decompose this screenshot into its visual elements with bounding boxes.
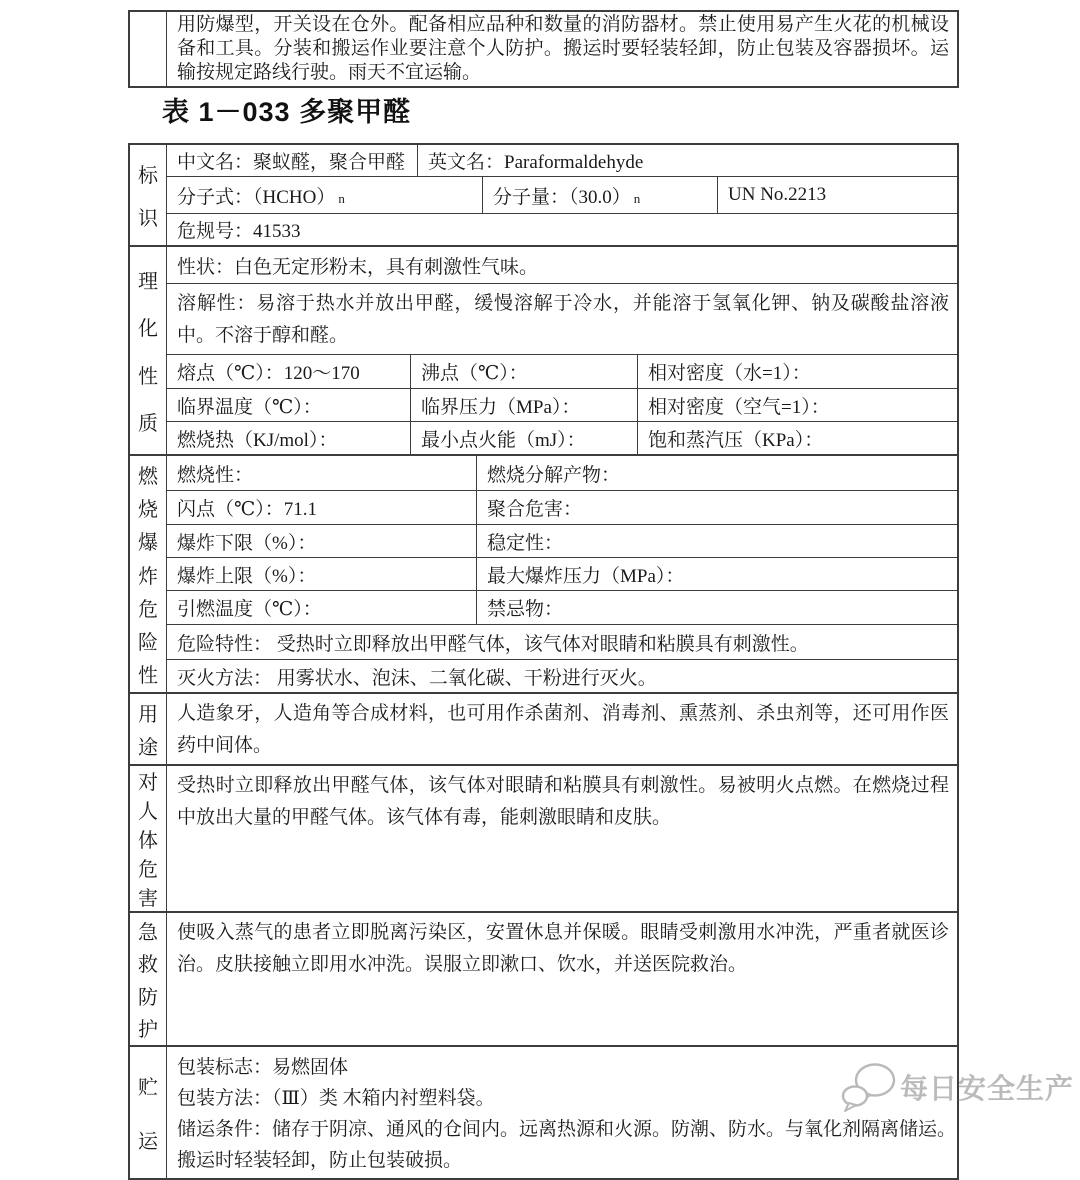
ignition-temperature-cell: 引燃温度（℃）：: [177, 599, 322, 620]
first-aid-text-cell: 使吸入蒸气的患者立即脱离污染区，安置休息并保暖。眼睛受刺激用水冲洗，严重者就医诊治。皮肤接触立即用水冲洗。误服立即漱口、饮水，并送医院救治。: [177, 922, 949, 975]
table-row: [167, 388, 957, 421]
table-row: [167, 659, 957, 692]
section-physical-chemical: [130, 245, 957, 454]
packaging-mark-line: 包装标志：易燃固体: [177, 1057, 349, 1078]
table-row: [167, 283, 957, 354]
molecular-formula-cell: 分子式：（HCHO） n: [167, 177, 482, 213]
table-row: [167, 694, 957, 764]
human-harm-text-cell: 受热时立即释放出甲醛气体，该气体对眼睛和粘膜具有刺激性。易被明火点燃。在燃烧过程中放出大量的甲醛气体。该气体有毒，能刺激眼睛和皮肤。: [177, 775, 949, 828]
section-first-aid: [130, 911, 957, 1045]
table-row: [167, 490, 957, 524]
critical-pressure-cell: 临界压力（MPa）：: [410, 389, 637, 421]
table-row: [167, 456, 957, 490]
section-label-uses: 用 途: [130, 694, 167, 764]
table-row: [167, 213, 957, 245]
table-row: [167, 421, 957, 454]
fragment-empty-label-cell: [130, 12, 167, 86]
section-label-physical-chemical: 理 化 性 质: [130, 247, 167, 454]
section-label-first-aid: 急 救 防 护: [130, 913, 167, 1045]
packaging-method-line: 包装方法：（Ⅲ）类 木箱内衬塑料袋。: [177, 1088, 495, 1109]
chemical-data-table: [128, 143, 959, 1180]
section-label-identification: 标 识: [130, 145, 167, 245]
watermark: [840, 1060, 1074, 1114]
section-uses: [130, 692, 957, 764]
relative-density-air-cell: 相对密度（空气=1）：: [637, 389, 957, 421]
max-explosion-pressure-cell: 最大爆炸压力（MPa）：: [476, 558, 957, 590]
page-title: 表 1－033 多聚甲醛: [162, 97, 412, 127]
fragment-text: 用防爆型，开关设在仓外。配备相应品种和数量的消防器材。禁止使用易产生火花的机械设备和工具。分装和搬运作业要注意个人防护。搬运时要轻装轻卸，防止包装及容器损坏。运输按规定路线行驶。雨天不宜运输。: [177, 14, 949, 83]
table-row: [167, 145, 957, 176]
combustion-products-cell: 燃烧分解产物：: [476, 456, 957, 490]
flammability-cell: 燃烧性：: [177, 464, 254, 486]
table-row: [167, 766, 957, 894]
relative-density-water-cell: 相对密度（水=1）：: [637, 355, 957, 388]
section-storage-transport: [130, 1045, 957, 1178]
appearance-cell: 性状：白色无定形粉末，具有刺激性气味。: [177, 256, 539, 278]
section-identification: [130, 145, 957, 245]
melting-point-cell: 熔点（℃）：120～170: [177, 363, 360, 384]
min-ignition-energy-cell: 最小点火能（mJ）：: [410, 422, 637, 454]
explosion-lower-limit-cell: 爆炸下限（%）：: [177, 532, 317, 554]
table-row: [167, 524, 957, 557]
subscript-n: n: [338, 191, 345, 206]
table-row: [167, 624, 957, 659]
stability-cell: 稳定性：: [476, 525, 957, 557]
chinese-name-cell: 中文名：聚蚁醛，聚合甲醛: [177, 152, 406, 173]
table-row: [167, 913, 957, 1045]
storage-conditions-line: 储运条件：储存于阴凉、通风的仓间内。远离热源和火源。防潮、防水。与氧化剂隔离储运。: [177, 1119, 957, 1140]
previous-table-fragment: [128, 10, 959, 88]
section-fire-explosion: [130, 454, 957, 692]
subscript-n: n: [633, 191, 641, 206]
saturated-vapor-pressure-cell: 饱和蒸汽压（KPa）：: [637, 422, 957, 454]
table-row: [167, 247, 957, 283]
storage-transport-cell: [167, 1047, 957, 1178]
section-label-storage-transport: 贮 运: [130, 1047, 167, 1178]
hazard-characteristics-cell: 危险特性： 受热时立即释放出甲醛气体，该气体对眼睛和粘膜具有刺激性。: [177, 633, 809, 655]
table-row: [167, 1047, 957, 1178]
combustion-heat-cell: 燃烧热（KJ/mol）：: [177, 429, 338, 451]
watermark-text: 每日安全生产: [900, 1073, 1075, 1104]
english-name-cell: 英文名：Paraformaldehyde: [417, 145, 957, 176]
section-label-fire-explosion: 燃 烧 爆 炸 危 险 性: [130, 456, 167, 692]
incompatibilities-cell: 禁忌物：: [476, 591, 957, 624]
table-row: [167, 176, 957, 213]
solubility-cell: 溶解性：易溶于热水并放出甲醛，缓慢溶解于冷水，并能溶于氢氧化钾、钠及碳酸盐溶液中。不溶于醇和醛。: [177, 293, 949, 346]
explosion-upper-limit-cell: 爆炸上限（%）：: [177, 565, 317, 587]
uses-text-cell: 人造象牙，人造角等合成材料，也可用作杀菌剂、消毒剂、熏蒸剂、杀虫剂等，还可用作医药中间体。: [177, 703, 949, 756]
handling-note-line: 搬运时轻装轻卸，防止包装破损。: [177, 1150, 463, 1171]
section-human-harm: [130, 764, 957, 911]
molecular-weight-cell: 分子量：（30.0） n: [482, 177, 717, 213]
table-row: [167, 557, 957, 590]
flash-point-cell: 闪点（℃）：71.1: [177, 499, 318, 520]
table-row: [167, 354, 957, 388]
un-number-cell: UN No.2213: [717, 177, 957, 213]
section-label-human-harm: 对 人 体 危 害: [130, 766, 167, 911]
danger-code-cell: 危规号：41533: [177, 221, 301, 242]
table-row: [167, 590, 957, 624]
boiling-point-cell: 沸点（℃）：: [410, 355, 637, 388]
critical-temperature-cell: 临界温度（℃）：: [177, 396, 322, 418]
fire-fighting-method-cell: 灭火方法： 用雾状水、泡沫、二氧化碳、干粉进行灭火。: [177, 667, 657, 689]
polymerization-hazard-cell: 聚合危害：: [476, 491, 957, 524]
chat-bubbles-icon: [840, 1060, 898, 1114]
